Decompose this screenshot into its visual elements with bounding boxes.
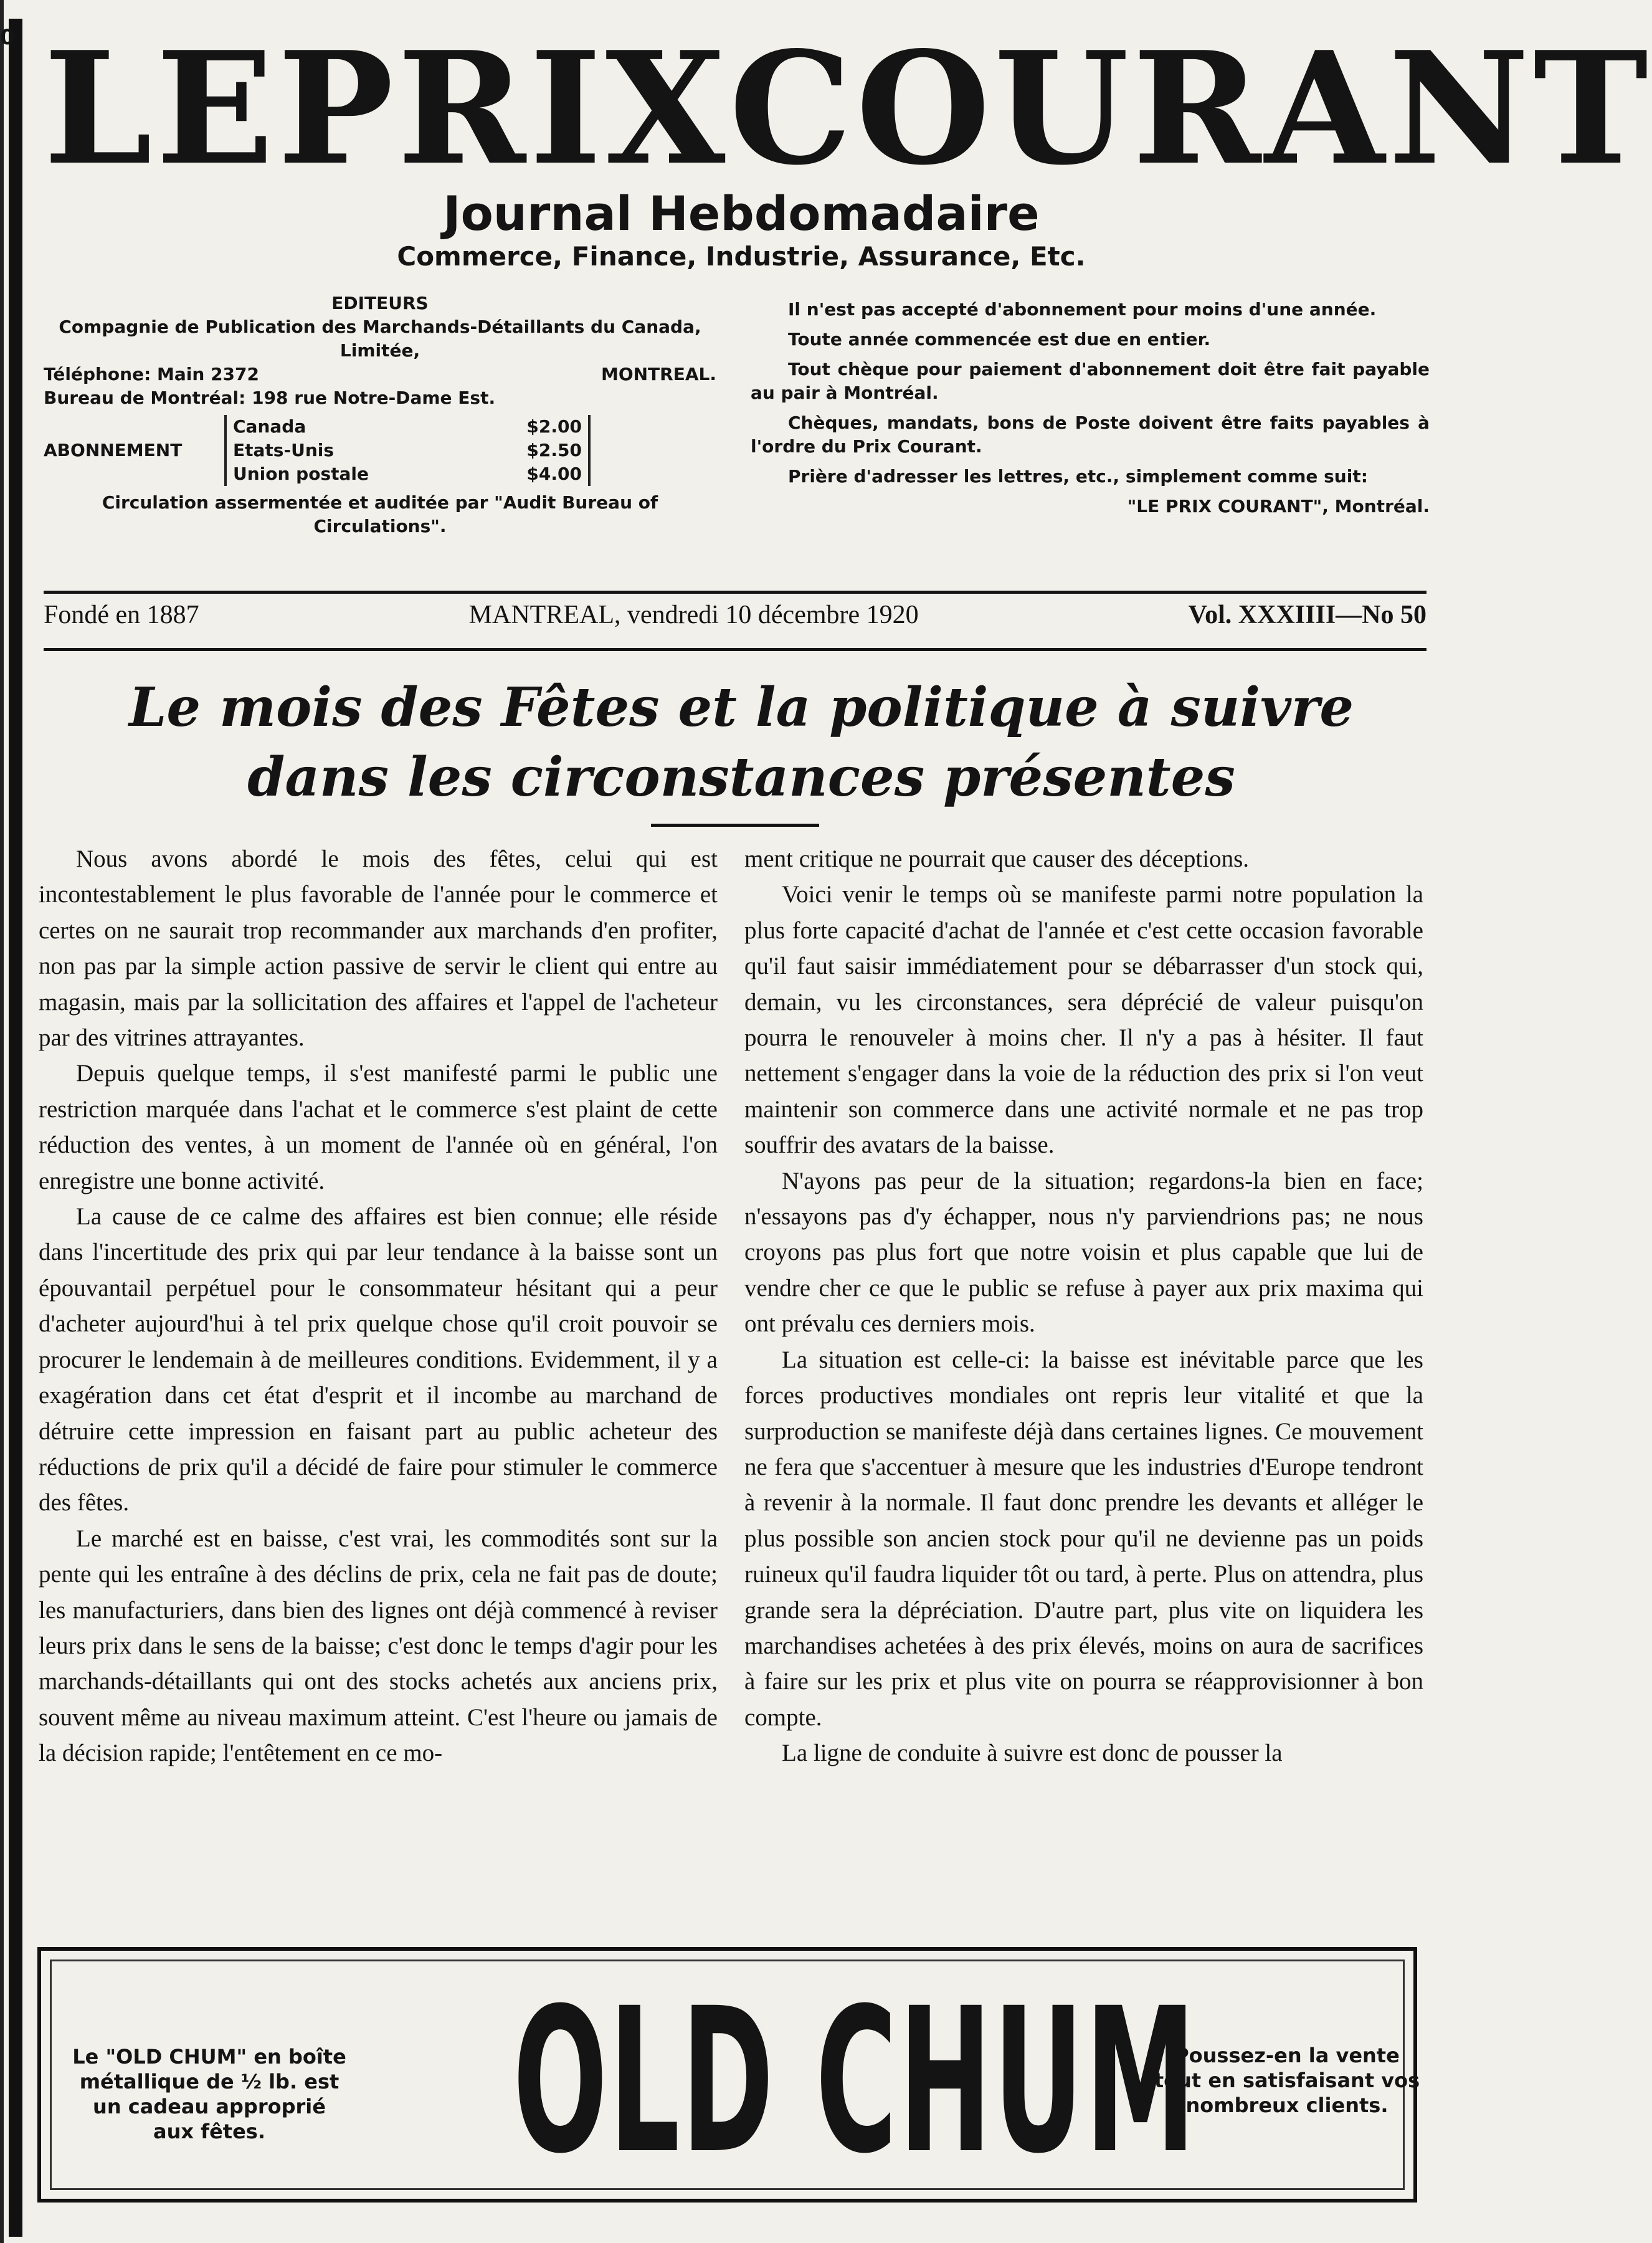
article-paragraph: La situation est celle-ci: la baisse est inévitable parce que les forces productives mondiales ont repris leur vitalité et que la surproduction se manifeste déjà dans certaines lignes. Ce mouvement ne fera que s'accentuer à mesure que les industries d'Europe tendront à revenir à la normale. Il faut donc prendre les devants et alléger le plus possible son ancien stock pour qu'il ne devienne pas un poids ruineux qu'il faudra liquider tôt ou tard, à perte. Plus on attendra, plus grande sera la dépréciation. D'autre part, plus vite on liquidera les marchandises achetées à des prix élevés, moins on aura de sacrifices à faire sur les prix et plus vite on pourra se réapprovisionner à bon compte. [744, 1346, 1423, 1731]
article-paragraph: La ligne de conduite à suivre est donc de pousser la [782, 1740, 1283, 1767]
article-column-right [744, 841, 1423, 1771]
editors-office: Bureau de Montréal: 198 rue Notre-Dame Est. [44, 388, 496, 408]
editors-heading: EDITEURS [331, 293, 429, 313]
title-word: COURANT [729, 18, 1652, 199]
subscription-rates [44, 415, 716, 486]
article-paragraph: Depuis quelque temps, il s'est manifesté parmi le public une restriction marquée dans l'achat et le commerce s'est plaint de cette réduction des ventes, à un moment de l'année où en général, l'on enregistre une bonne activité. [39, 1060, 718, 1194]
article-column-left [39, 841, 718, 1771]
rate-price: $2.00 [526, 416, 582, 437]
newspaper-title [44, 18, 1652, 199]
rate-row [233, 462, 582, 486]
article-paragraph: ment critique ne pourrait que causer des déceptions. [744, 845, 1250, 872]
article-paragraph: La cause de ce calme des affaires est bien connue; elle réside dans l'incertitude des prix qui par leur tendance à la baisse sont un épouvantail perpétuel pour le consommateur hésitant qui a peur d'acheter aujourd'hui à tel prix quelque chose qu'il croit pouvoir se procurer le lendemain à de meilleures conditions. Evidemment, il y a exagération dans cet état d'esprit et il incombe au marchand de détruire cette impression en faisant part au public acheteur des réductions de prix qu'il a décidé de faire pour stimuler le commerce des fêtes. [39, 1203, 718, 1517]
headline-line: Le mois des Fêtes et la politique à suivre [128, 676, 1354, 739]
article-paragraph: N'ayons pas peur de la situation; regardons-la bien en face; n'essayons pas d'y échapper, nous n'y parviendrions pas; ne nous croyons pas plus fort que notre voisin et plus capable que lui de vendre cher ce que le public se refuse à payer aux prix maxima qui ont prévalu ces derniers mois. [744, 1167, 1423, 1338]
rate-row [233, 415, 582, 439]
title-word: PRIX [277, 18, 729, 199]
ad-left-text: Le "OLD CHUM" en boîte métallique de ½ lb. est un cadeau approprié aux fêtes. [72, 2045, 346, 2143]
notice: Tout chèque pour paiement d'abonnement doit être fait payable au pair à Montréal. [751, 359, 1430, 403]
headline-line: dans les circonstances présentes [247, 746, 1235, 809]
circulation-note: Circulation assermentée et auditée par "Audit Bureau of Circulations". [102, 492, 658, 536]
binding-rule [9, 19, 22, 2237]
ad-right-text: Poussez-en la vente tout en satisfaisant vos nombreux clients. [1154, 2044, 1420, 2117]
editors-city: MONTREAL. [601, 364, 716, 384]
dateline [44, 599, 1427, 631]
notice: Chèques, mandats, bons de Poste doivent être faits payables à l'ordre du Prix Courant. [751, 412, 1430, 457]
subscription-notices [751, 298, 1430, 518]
divider-rule [44, 648, 1427, 651]
advertisement-box [37, 1947, 1420, 2203]
founded-year: Fondé en 1887 [44, 601, 199, 629]
issue-date: MANTREAL, vendredi 10 décembre 1920 [468, 601, 919, 629]
volume-number: Vol. XXXIIII—No 50 [1188, 601, 1427, 629]
editors-phone: Téléphone: Main 2372 [44, 364, 260, 384]
masthead [44, 18, 1652, 273]
headline-underline [651, 824, 819, 827]
subscription-label: ABONNEMENT [44, 440, 183, 460]
article-paragraph: Nous avons abordé le mois des fêtes, celui qui est incontestablement le plus favorable de l'année pour le commerce et certes on ne saurait trop recommander aux marchands d'en profiter, non pas par la simple action passive de servir le client qui entre au magasin, mais par la sollicitation des affaires et l'appel de l'acheteur par des vitrines attrayantes. [39, 845, 718, 1052]
newspaper-subtitle: Journal Hebdomadaire [443, 186, 1040, 241]
article-paragraph: Voici venir le temps où se manifeste parmi notre population la plus forte capacité d'achat de l'année et c'est cette occasion favorable qu'il faut saisir immédiatement pour se débarrasser d'un stock qui, demain, vu les circonstances, sera déprécié de valeur puisqu'on pourra le renouveler à moins cher. Il n'y a pas à hésiter. Il faut nettement s'engager dans la voie de la réduction des prix si l'on veut maintenir son commerce dans une activité normale et ne pas trop souffrir des avatars de la baisse. [744, 881, 1423, 1159]
title-word: LE [44, 18, 278, 199]
notice: Prière d'adresser les lettres, etc., simplement comme suit: [788, 466, 1368, 487]
article-headline [106, 673, 1377, 812]
notice-signature: "LE PRIX COURANT", Montréal. [1127, 496, 1430, 517]
page-edge [0, 0, 4, 2243]
notice: Toute année commencée est due en entier. [788, 329, 1211, 350]
newspaper-tagline: Commerce, Finance, Industrie, Assurance, Etc. [397, 241, 1086, 272]
divider-rule [44, 591, 1427, 594]
rate-region: Union postale [233, 464, 369, 484]
editors-company: Compagnie de Publication des Marchands-Détaillants du Canada, Limitée, [59, 317, 701, 361]
editors-box [44, 292, 716, 538]
rate-region: Canada [233, 416, 306, 437]
article-paragraph: Le marché est en baisse, c'est vrai, les commodités sont sur la pente qui les entraîne à des déclins de prix, cela ne fait pas de doute; les manufacturiers, dans bien des lignes ont déjà commencé à reviser leurs prix dans le sens de la baisse; c'est donc le temps d'agir pour les marchands-détaillants qui ont des stocks achetés aux anciens prix, souvent même au niveau maximum atteint. C'est l'heure ou jamais de la décision rapide; l'entêtement en ce mo- [39, 1525, 718, 1767]
rate-price: $4.00 [526, 464, 582, 484]
notice: Il n'est pas accepté d'abonnement pour moins d'une année. [788, 299, 1377, 320]
rate-price: $2.50 [526, 440, 582, 460]
ad-brand-name: OLD CHUM [513, 1966, 1198, 2198]
rate-region: Etats-Unis [233, 440, 335, 460]
rate-row [233, 439, 582, 462]
corner-mark: 0 [0, 25, 15, 50]
